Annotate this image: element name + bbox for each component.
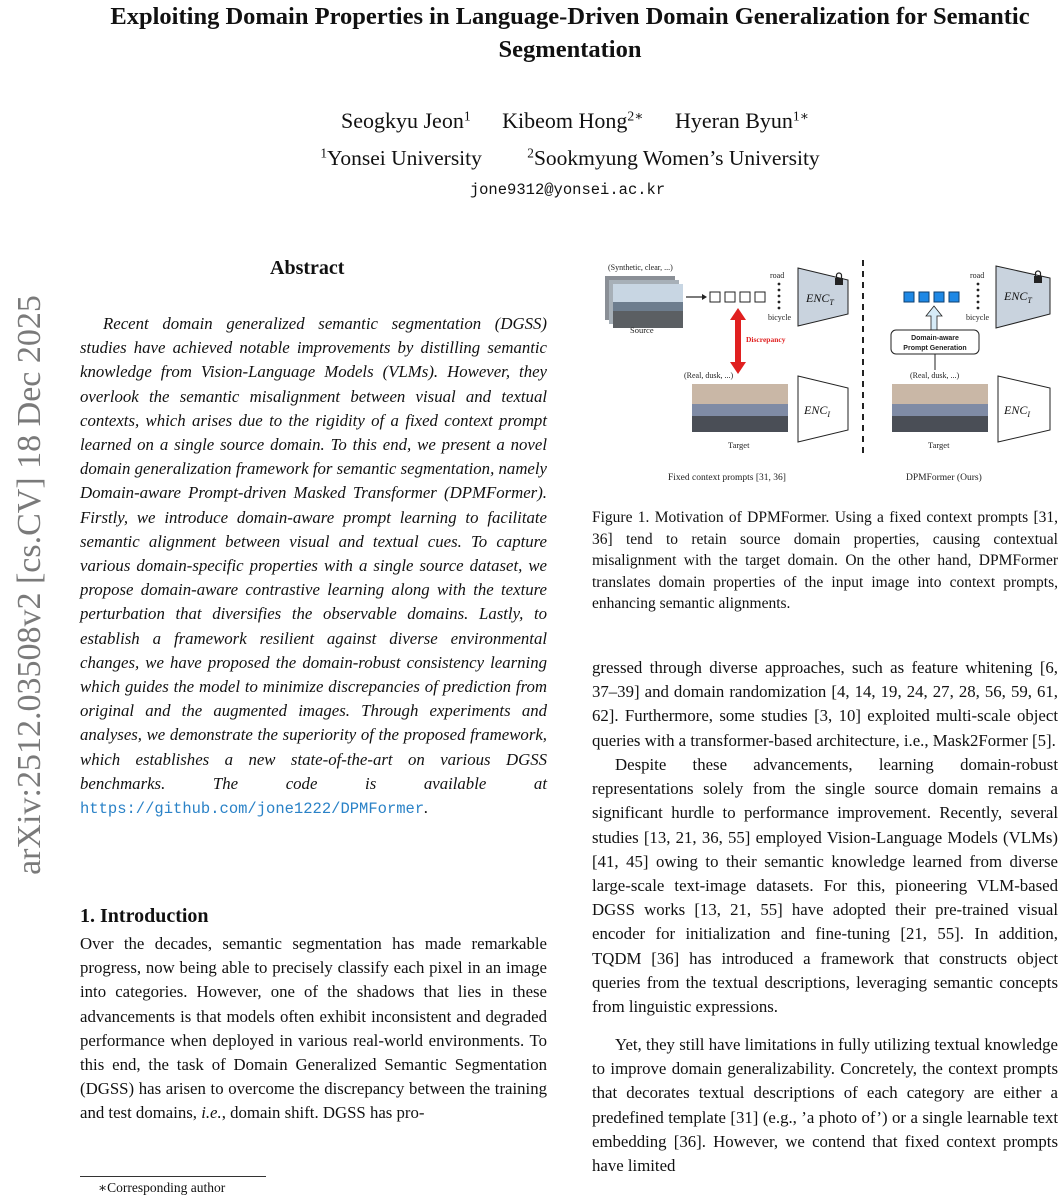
arxiv-stamp: arXiv:2512.03508v2 [cs.CV] 18 Dec 2025	[11, 295, 48, 875]
author-2: Kibeom Hong$^{2∗}$	[502, 108, 644, 133]
discrepancy-arrow	[730, 308, 746, 374]
affiliation-1: $^1$Yonsei University	[320, 145, 482, 170]
svg-text:ENCI: $ENC_I$	[1004, 403, 1031, 419]
left-panel-caption: Fixed context prompts [31, 36]	[668, 473, 786, 483]
svg-text:ENCT: $ENC_T$	[1004, 289, 1032, 305]
right-column-paragraph-3: Yet, they still have limitations in fully utilizing textual knowledge to improve domain generalizability. Concretely, the context prompts that decorates textual descriptions of each category are either a predefined template [31] (e.g., ’a photo of’) or a single learnable text embedding [36]. However, we contend that fixed context prompts have limited	[592, 1035, 1058, 1176]
author-1: Seogkyu Jeon$^1$	[341, 108, 471, 133]
right-panel-caption: DPMFormer (Ours)	[906, 473, 982, 483]
author-3: Hyeran Byun$^{1∗}$	[674, 108, 809, 133]
abstract-heading: Abstract	[270, 257, 345, 279]
introduction-paragraph: Over the decades, semantic segmentation has made remarkable progress, now being able to precisely classify each pixel in an image into categories. However, one of the shadows that lies in these advancements is that models often exhibit inconsistent and degraded performance when deployed in various real-world environments. To this end, the task of Domain Generalized Semantic Segmentation (DGSS) has arisen to overcome the discrepancy between the training and test domains, i.e., domain shift. DGSS has pro-	[80, 934, 547, 1123]
svg-text:bicycle: bicycle	[966, 313, 990, 322]
svg-text:Prompt Generation: Prompt Generation	[903, 345, 967, 352]
svg-text:bicycle: bicycle	[768, 313, 792, 322]
figure-caption: Figure 1. Motivation of DPMFormer. Using a fixed context prompts [31, 36] tend to retain source domain properties, causing contextual misalignment with the target domain. On the other hand, DPMFormer translates domain properties of the input image into context prompts, enhancing semantic alignments.	[592, 509, 1058, 612]
svg-text:Discrepancy: Discrepancy	[746, 335, 786, 344]
author-list	[0, 108, 1060, 134]
svg-text:road: road	[770, 271, 785, 280]
right-column-paragraph-2: Despite these advancements, learning domain-robust representations solely from the single source domain remains a significant hurdle to performance improvement. Recently, several studies [13, 21, 36, 55] employed Vision-Language Models (VLMs) [41, 45] owing to their semantic knowledge learned from diverse large-scale text-image datasets. For this, pioneering VLM-based DGSS works [13, 21, 55] have adopted their pre-trained visual encoder for initialization and fine-tuning [21, 55]. In addition, TQDM [36] has introduced a framework that constructs object queries from the textual descriptions, leveraging semantic concepts from linguistic expressions.	[592, 755, 1058, 1017]
footnote-rule	[80, 1176, 266, 1177]
svg-text:ENCT: $ENC_T$	[806, 291, 834, 307]
figure-1	[598, 256, 1060, 488]
svg-text:Domain-aware: Domain-aware	[911, 335, 959, 342]
fixed-prompt-tokens	[710, 292, 765, 302]
introduction-heading: 1. Introduction	[80, 905, 209, 927]
source-label: Source	[630, 325, 654, 335]
svg-text:ENCI: $ENC_I$	[804, 403, 831, 419]
source-domain-label: (Synthetic, clear, ...)	[608, 263, 673, 272]
affiliation-2: $^2$Sookmyung Women’s University	[527, 145, 820, 170]
code-link[interactable]: https://github.com/jone1222/DPMFormer	[80, 800, 425, 819]
svg-text:Target: Target	[928, 440, 950, 450]
paper-title: Exploiting Domain Properties in Language-Driven Domain Generalization for Semantic Segmentation	[110, 3, 1030, 63]
footnote: ∗Corresponding author	[98, 1180, 226, 1195]
contact-email: jone9312@yonsei.ac.kr	[469, 181, 666, 199]
svg-text:road: road	[970, 271, 985, 280]
svg-text:Target: Target	[728, 440, 750, 450]
lock-icon	[835, 278, 843, 285]
abstract-body: Recent domain generalized semantic segmentation (DGSS) studies have achieved notable improvements by distilling semantic knowledge from Vision-Language Models (VLMs). However, they overlook the semantic misalignment between visual and textual contexts, which arises due to the rigidity of a fixed context prompt learned on a single source domain. To this end, we present a novel domain generalization framework for semantic segmentation, namely Domain-aware Prompt-driven Masked Transformer (DPMFormer). Firstly, we introduce domain-aware prompt learning to facilitate semantic alignment between visual and textual cues. To capture various domain-specific properties with a single source dataset, we propose domain-aware contrastive learning along with the texture perturbation that diversifies the observable domains. Lastly, to establish a framework resilient against diverse environmental changes, we have proposed the domain-robust consistency learning which guides the model to minimize discrepancies of prediction from original and the augmented images. Through experiments and analyses, we demonstrate the superiority of the proposed framework, which establishes a new state-of-the-art on various DGSS benchmarks. The code is available at https://github.com/jone1222/DPMFormer.	[80, 314, 547, 819]
svg-text:(Real, dusk, ...): (Real, dusk, ...)	[684, 371, 734, 380]
affiliation-list	[0, 146, 1060, 171]
svg-text:(Real, dusk, ...): (Real, dusk, ...)	[910, 371, 960, 380]
domain-aware-prompt-tokens	[904, 292, 959, 302]
right-column-paragraph-1: gressed through diverse approaches, such as feature whitening [6, 37–39] and domain randomization [4, 14, 19, 24, 27, 28, 56, 59, 61, 62]. Furthermore, some studies [3, 10] exploited multi-scale object queries with a transformer-based architecture, i.e., Mask2Former [5].	[592, 658, 1058, 750]
